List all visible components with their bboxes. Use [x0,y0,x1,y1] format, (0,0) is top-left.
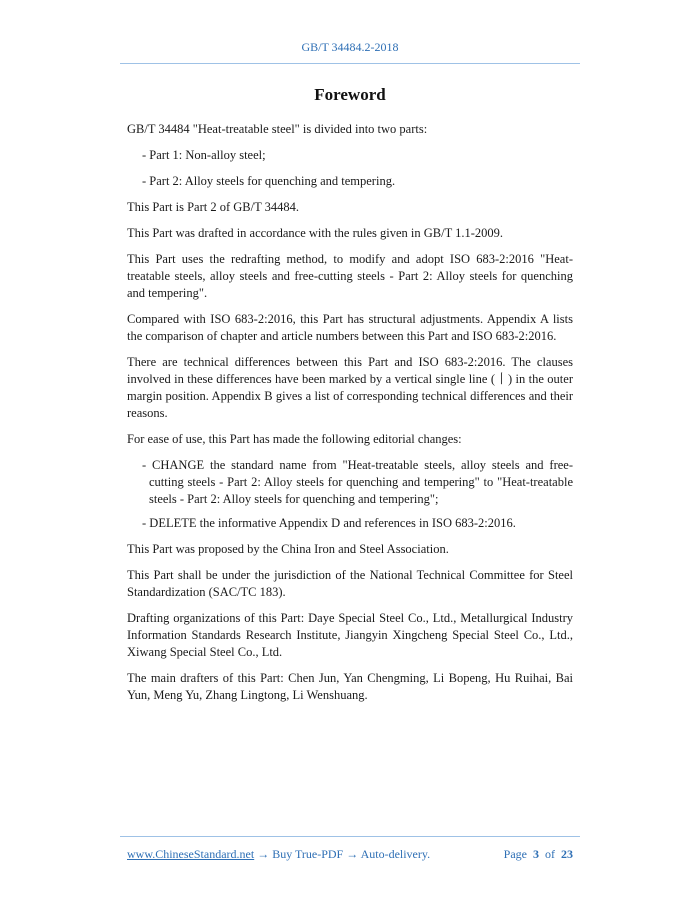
paragraph-redrafting-method: This Part uses the redrafting method, to modify and adopt ISO 683-2:2016 "Heat-treatable steels, alloy steels and free-cutting steels - Part 2: Alloy steels for quenching and tempering". [127,252,573,300]
running-header: GB/T 34484.2-2018 [301,40,399,54]
paragraph-drafting-rules: This Part was drafted in accordance with the rules given in GB/T 1.1-2009. [127,226,504,240]
page-indicator [504,847,573,862]
paragraph-parts-intro: GB/T 34484 "Heat-treatable steel" is divided into two parts: [127,122,428,136]
page-current: 3 [533,847,539,861]
paragraph-drafting-organizations: Drafting organizations of this Part: Daye Special Steel Co., Ltd., Metallurgical Industry Information Standards Research Institute, Jiangyin Xingcheng Special Steel Co., Ltd., Xiwang Special Steel Co., Ltd. [127,611,573,659]
list-item-change-name: - CHANGE the standard name from "Heat-treatable steels, alloy steels and free-cutting steels - Part 2: Alloy steels for quenching and tempering" to "Heat-treatable steels - Part 2: Alloy steels for quenching and tempering"; [142,458,573,506]
list-item-part-1: - Part 1: Non-alloy steel; [142,148,266,162]
list-item-delete-appendix: - DELETE the informative Appendix D and references in ISO 683-2:2016. [142,516,516,530]
paragraph-editorial-changes: For ease of use, this Part has made the following editorial changes: [127,432,462,446]
paragraph-jurisdiction: This Part shall be under the jurisdiction of the National Technical Committee for Steel Standardization (SAC/TC 183). [127,568,573,599]
page-label: Page [503,847,527,861]
paragraph-part-number: This Part is Part 2 of GB/T 34484. [127,200,299,214]
paragraph-technical-differences: There are technical differences between this Part and ISO 683-2:2016. The clauses involved in these differences have been marked by a vertical single line (丨) in the outer margin position. Appendix B gives a list of corresponding technical differences and their reasons. [127,355,573,420]
footer-promo [127,847,430,862]
foreword-body [127,121,573,713]
page-title: Foreword [314,85,386,104]
footer-divider [120,836,580,837]
site-link[interactable]: www.ChineseStandard.net [127,847,255,861]
paragraph-structural-adjustments: Compared with ISO 683-2:2016, this Part has structural adjustments. Appendix A lists the comparison of chapter and article numbers between this Part and ISO 683-2:2016. [127,312,573,343]
page-total: 23 [561,847,573,861]
paragraph-main-drafters: The main drafters of this Part: Chen Jun, Yan Chengming, Li Bopeng, Hu Ruihai, Bai Yun, Meng Yu, Zhang Lingtong, Li Wenshuang. [127,671,573,702]
paragraph-proposed-by: This Part was proposed by the China Iron and Steel Association. [127,542,449,556]
list-item-part-2: - Part 2: Alloy steels for quenching and tempering. [142,174,396,188]
promo-text: → Buy True-PDF → Auto-delivery. [254,847,431,861]
header-divider [120,63,580,64]
page-of: of [545,847,555,861]
